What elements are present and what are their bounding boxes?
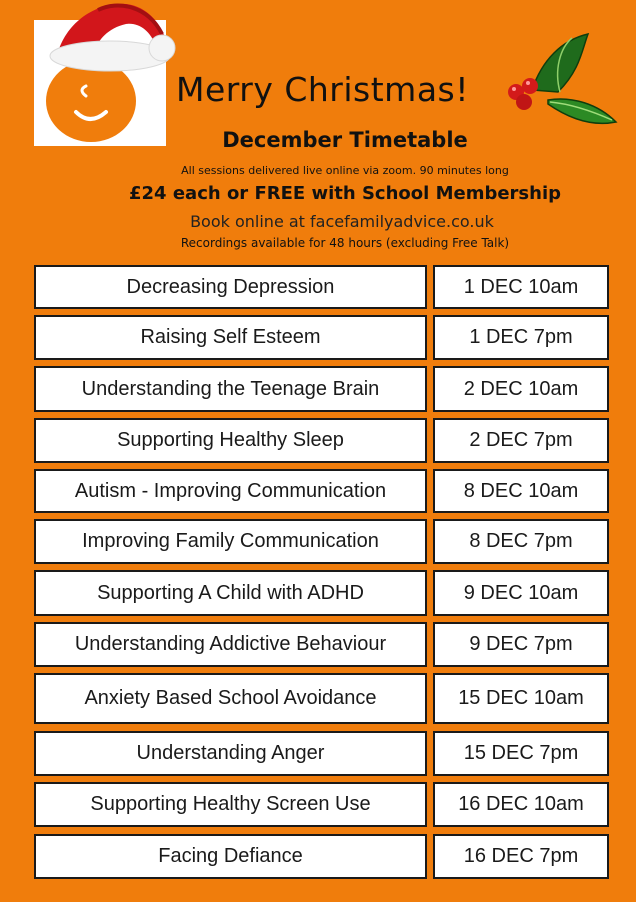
- session-name: Understanding Anger: [34, 731, 427, 776]
- table-row: [0, 782, 636, 827]
- session-name: Raising Self Esteem: [34, 315, 427, 360]
- session-date: 1 DEC 7pm: [433, 315, 609, 360]
- table-row: [0, 834, 636, 879]
- session-date: 9 DEC 10am: [433, 570, 609, 616]
- table-row: [0, 519, 636, 564]
- santa-hat-icon: [38, 0, 188, 80]
- session-date: 15 DEC 10am: [433, 673, 609, 724]
- table-row: [0, 570, 636, 616]
- session-date: 15 DEC 7pm: [433, 731, 609, 776]
- session-date: 2 DEC 7pm: [433, 418, 609, 463]
- session-name: Understanding Addictive Behaviour: [34, 622, 427, 667]
- table-row: [0, 265, 636, 309]
- table-row: [0, 673, 636, 724]
- booking-link[interactable]: Book online at facefamilyadvice.co.uk: [190, 212, 494, 231]
- session-note: All sessions delivered live online via zoom. 90 minutes long: [181, 164, 509, 177]
- session-name: Decreasing Depression: [34, 265, 427, 309]
- table-row: [0, 366, 636, 412]
- session-date: 2 DEC 10am: [433, 366, 609, 412]
- session-name: Improving Family Communication: [34, 519, 427, 564]
- holly-icon: [502, 30, 622, 130]
- session-date: 16 DEC 7pm: [433, 834, 609, 879]
- table-row: [0, 418, 636, 463]
- session-name: Facing Defiance: [34, 834, 427, 879]
- table-row: [0, 469, 636, 513]
- session-date: 8 DEC 7pm: [433, 519, 609, 564]
- table-row: [0, 731, 636, 776]
- price-info: £24 each or FREE with School Membership: [129, 183, 561, 204]
- page-title: Merry Christmas!: [176, 70, 469, 109]
- session-date: 1 DEC 10am: [433, 265, 609, 309]
- session-date: 8 DEC 10am: [433, 469, 609, 513]
- session-date: 9 DEC 7pm: [433, 622, 609, 667]
- session-name: Understanding the Teenage Brain: [34, 366, 427, 412]
- table-row: [0, 622, 636, 667]
- session-name: Supporting A Child with ADHD: [34, 570, 427, 616]
- session-name: Supporting Healthy Screen Use: [34, 782, 427, 827]
- recordings-note: Recordings available for 48 hours (excluding Free Talk): [180, 236, 510, 250]
- table-row: [0, 315, 636, 360]
- session-name: Autism - Improving Communication: [34, 469, 427, 513]
- session-date: 16 DEC 10am: [433, 782, 609, 827]
- timetable-subtitle: December Timetable: [222, 128, 468, 152]
- session-name: Anxiety Based School Avoidance: [34, 673, 427, 724]
- session-name: Supporting Healthy Sleep: [34, 418, 427, 463]
